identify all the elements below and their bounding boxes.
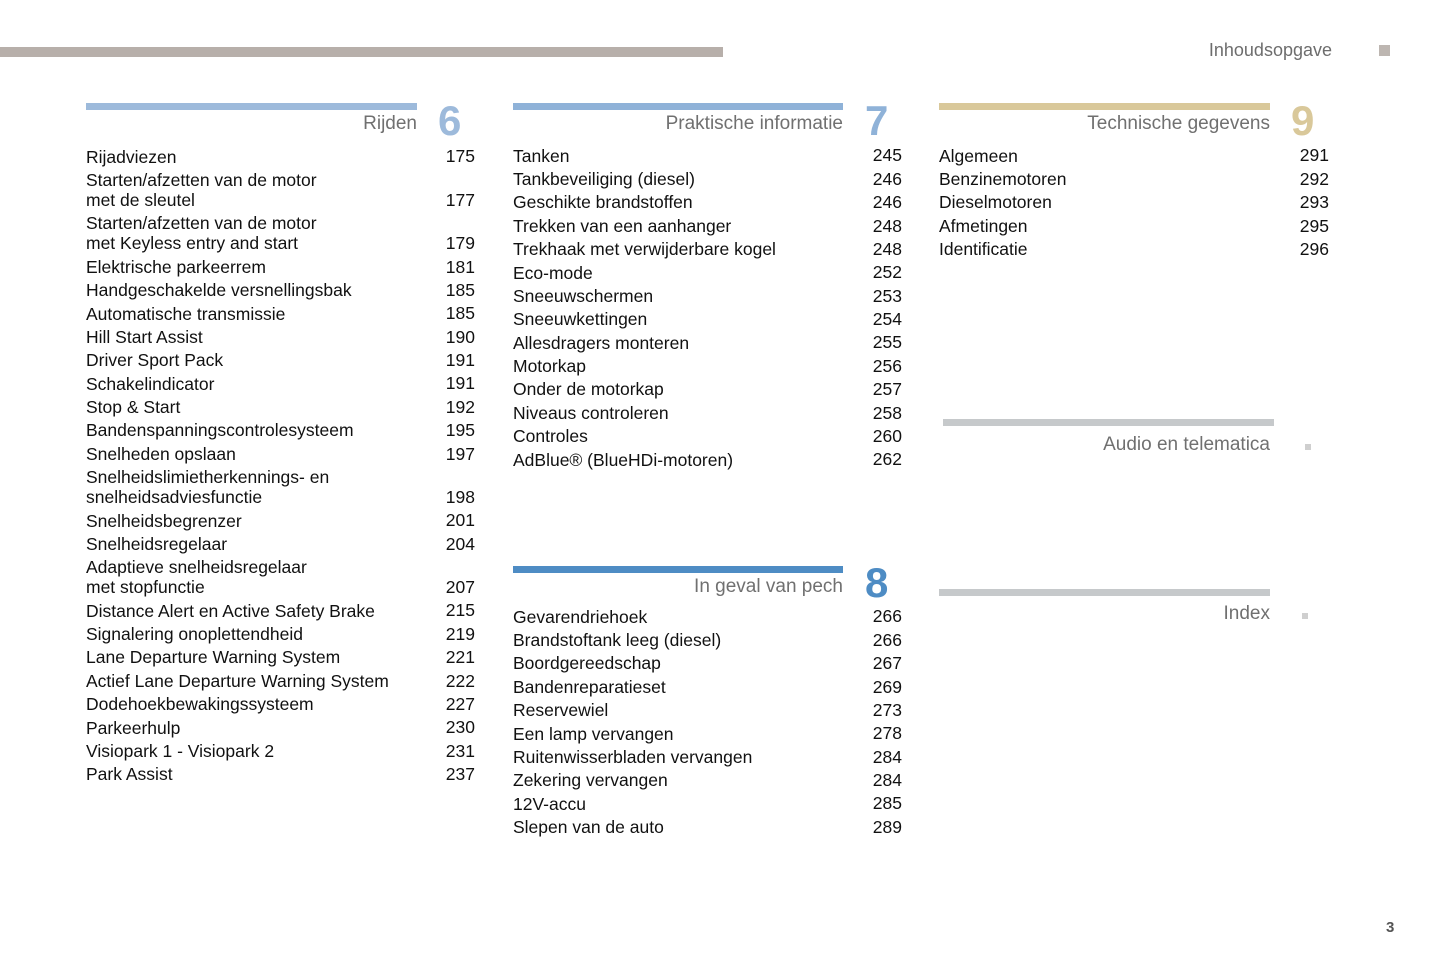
toc-entry-label: Handgeschakelde versnellingsbak — [86, 280, 352, 301]
toc-entry-page: 293 — [1299, 192, 1329, 213]
toc-entry-label: Parkeerhulp — [86, 717, 181, 738]
toc-entry[interactable] — [86, 145, 475, 168]
toc-entry-label: Trekken van een aanhanger — [513, 215, 732, 236]
toc-entry-label: Reservewiel — [513, 700, 609, 721]
toc-entry-page: 256 — [872, 355, 902, 376]
section-bar-rijden — [86, 103, 417, 110]
toc-entry-label: Dieselmotoren — [939, 192, 1052, 213]
toc-entry-page: 253 — [872, 285, 902, 306]
toc-entry-page: 191 — [445, 350, 475, 370]
toc-entry[interactable] — [86, 212, 475, 255]
toc-entry[interactable] — [513, 652, 902, 675]
toc-entry-label: AdBlue® (BlueHDi-motoren) — [513, 449, 734, 470]
toc-entry-page: 215 — [445, 600, 475, 621]
toc-entry-page: 266 — [872, 629, 902, 650]
toc-entry[interactable] — [86, 556, 475, 599]
toc-entry-label: Adaptieve snelheidsregelaar met stopfunctie — [86, 557, 307, 598]
toc-entry[interactable] — [86, 168, 475, 211]
toc-entry[interactable] — [86, 599, 475, 622]
toc-entry[interactable] — [86, 372, 475, 395]
toc-entry-page: 262 — [872, 449, 902, 470]
toc-entry-label: Onder de motorkap — [513, 379, 664, 400]
section-title-index[interactable]: Index — [1223, 603, 1270, 624]
toc-entry-page: 201 — [445, 510, 475, 531]
toc-entry-label: Actief Lane Departure Warning System — [86, 670, 389, 691]
toc-entry-page: 246 — [872, 192, 902, 213]
toc-list-rijden — [86, 145, 475, 786]
toc-entry-label: Hill Start Assist — [86, 326, 203, 347]
toc-entry-page: 255 — [872, 332, 902, 353]
toc-entry-label: Motorkap — [513, 356, 586, 377]
toc-entry-label: Stop & Start — [86, 397, 181, 418]
toc-entry-page: 257 — [872, 379, 902, 400]
toc-entry-page: 237 — [445, 764, 475, 784]
index-square-icon — [1302, 613, 1308, 619]
toc-entry-page: 175 — [445, 146, 475, 167]
toc-entry-page: 227 — [445, 693, 475, 714]
toc-entry-label: Brandstoftank leeg (diesel) — [513, 630, 722, 651]
toc-entry-page: 254 — [872, 309, 902, 329]
toc-entry[interactable] — [513, 214, 902, 237]
toc-entry[interactable] — [513, 745, 902, 768]
toc-entry-page: 207 — [445, 577, 475, 597]
toc-entry[interactable] — [86, 763, 475, 786]
toc-entry-page: 181 — [445, 256, 475, 277]
toc-entry-label: Distance Alert en Active Safety Brake — [86, 600, 375, 621]
toc-entry-page: 191 — [445, 373, 475, 394]
toc-entry-label: Controles — [513, 426, 588, 447]
toc-entry-label: Allesdragers monteren — [513, 332, 690, 353]
toc-entry-page: 185 — [445, 303, 475, 324]
toc-entry-page: 269 — [872, 676, 902, 697]
toc-entry-label: Sneeuwkettingen — [513, 309, 648, 330]
toc-entry[interactable] — [86, 669, 475, 692]
toc-entry-page: 230 — [445, 717, 475, 738]
toc-entry-label: Starten/afzetten van de motor met Keyless entry and start — [86, 213, 317, 254]
toc-entry-page: 260 — [872, 425, 902, 446]
toc-entry-label: Driver Sport Pack — [86, 350, 224, 371]
toc-entry-label: Automatische transmissie — [86, 303, 286, 324]
toc-entry-label: Bandenspanningscontrolesysteem — [86, 420, 354, 441]
toc-entry-label: Snelheidslimietherkennings- en snelheidsadviesfunctie — [86, 467, 330, 508]
toc-entry-page: 292 — [1299, 168, 1329, 189]
toc-entry[interactable] — [513, 191, 902, 214]
toc-entry[interactable] — [939, 144, 1329, 167]
toc-entry-label: Slepen van de auto — [513, 817, 664, 838]
toc-entry[interactable] — [86, 302, 475, 325]
toc-entry-label: Trekhaak met verwijderbare kogel — [513, 239, 776, 260]
toc-entry[interactable] — [513, 815, 902, 838]
toc-entry-label: Park Assist — [86, 764, 173, 785]
toc-entry-page: 192 — [445, 396, 475, 417]
toc-entry[interactable] — [513, 331, 902, 354]
toc-entry-label: Algemeen — [939, 145, 1018, 166]
toc-entry-page: 198 — [445, 486, 475, 507]
toc-entry[interactable] — [86, 646, 475, 669]
section-number-rijden: 6 — [438, 97, 462, 144]
top-decorative-bar — [0, 47, 723, 57]
toc-entry[interactable] — [513, 448, 902, 471]
toc-entry[interactable] — [513, 675, 902, 698]
toc-entry-page: 221 — [445, 647, 475, 668]
toc-entry-page: 195 — [445, 420, 475, 441]
toc-entry[interactable] — [86, 279, 475, 302]
toc-entry-label: Identificatie — [939, 239, 1028, 260]
toc-entry-page: 190 — [445, 326, 475, 347]
toc-entry-page: 222 — [445, 670, 475, 691]
toc-entry-label: Lane Departure Warning System — [86, 647, 341, 668]
section-bar-praktisch — [513, 103, 843, 110]
toc-entry-page: 197 — [445, 443, 475, 464]
toc-entry[interactable] — [86, 442, 475, 465]
toc-entry-page: 266 — [872, 606, 902, 627]
section-bar-technisch — [939, 103, 1270, 110]
toc-entry-label: Signalering onoplettendheid — [86, 624, 303, 645]
section-title-pech[interactable]: In geval van pech — [694, 576, 843, 597]
toc-entry-page: 248 — [872, 215, 902, 236]
toc-entry-label: Starten/afzetten van de motor met de sleutel — [86, 170, 317, 211]
toc-entry-page: 273 — [872, 699, 902, 720]
toc-entry-page: 296 — [1299, 238, 1329, 259]
toc-entry-label: Bandenreparatieset — [513, 676, 666, 697]
toc-entry-label: Een lamp vervangen — [513, 723, 674, 744]
toc-entry-label: Zekering vervangen — [513, 770, 668, 791]
toc-entry-label: Rijadviezen — [86, 146, 177, 167]
toc-entry[interactable] — [513, 605, 902, 628]
toc-entry-label: Tankbeveiliging (diesel) — [513, 169, 695, 190]
toc-entry-label: Boordgereedschap — [513, 653, 661, 674]
toc-entry[interactable] — [86, 739, 475, 762]
toc-entry[interactable] — [513, 261, 902, 284]
toc-entry[interactable] — [513, 699, 902, 722]
toc-entry[interactable] — [513, 354, 902, 377]
toc-entry[interactable] — [513, 378, 902, 401]
audio-square-icon — [1305, 444, 1311, 450]
toc-entry-label: Eco-mode — [513, 262, 593, 283]
toc-list-pech — [513, 605, 902, 839]
toc-entry-page: 219 — [445, 623, 475, 644]
toc-entry-page: 267 — [872, 653, 902, 674]
toc-entry-label: Geschikte brandstoffen — [513, 192, 693, 213]
toc-entry[interactable] — [513, 167, 902, 190]
toc-entry-label: Visiopark 1 - Visiopark 2 — [86, 740, 275, 761]
toc-entry[interactable] — [513, 425, 902, 448]
toc-entry[interactable] — [939, 238, 1329, 261]
section-number-technisch: 9 — [1291, 97, 1315, 144]
toc-entry[interactable] — [513, 238, 902, 261]
section-title-praktisch[interactable]: Praktische informatie — [665, 113, 843, 134]
toc-entry[interactable] — [86, 532, 475, 555]
toc-entry-label: Afmetingen — [939, 215, 1028, 236]
section-bar-index — [939, 589, 1270, 596]
toc-entry-page: 284 — [872, 746, 902, 767]
toc-entry[interactable] — [513, 722, 902, 745]
toc-entry[interactable] — [86, 395, 475, 418]
toc-entry[interactable] — [513, 628, 902, 651]
toc-entry-page: 291 — [1299, 145, 1329, 166]
toc-entry-page: 246 — [872, 168, 902, 189]
toc-entry[interactable] — [86, 419, 475, 442]
section-bar-audio — [943, 419, 1274, 426]
toc-entry-page: 258 — [872, 402, 902, 423]
page-header-title: Inhoudsopgave — [1208, 40, 1332, 60]
toc-entry-page: 204 — [445, 533, 475, 554]
section-number-pech: 8 — [865, 559, 889, 606]
toc-entry[interactable] — [939, 167, 1329, 190]
toc-entry-page: 278 — [872, 723, 902, 744]
toc-entry[interactable] — [86, 466, 475, 509]
toc-entry-label: Elektrische parkeerrem — [86, 256, 266, 277]
toc-entry[interactable] — [86, 349, 475, 372]
toc-entry-page: 231 — [445, 740, 475, 761]
section-bar-pech — [513, 566, 843, 573]
toc-entry[interactable] — [513, 792, 902, 815]
toc-entry-page: 248 — [872, 238, 902, 259]
page-number: 3 — [1386, 919, 1395, 936]
toc-entry-page: 185 — [445, 279, 475, 300]
toc-entry[interactable] — [939, 214, 1329, 237]
toc-entry[interactable] — [86, 509, 475, 532]
toc-entry[interactable] — [86, 716, 475, 739]
section-title-technisch[interactable]: Technische gegevens — [1087, 113, 1270, 134]
toc-entry[interactable] — [513, 144, 902, 167]
toc-entry[interactable] — [86, 255, 475, 278]
toc-entry[interactable] — [513, 401, 902, 424]
toc-entry[interactable] — [939, 191, 1329, 214]
toc-entry-label: Schakelindicator — [86, 373, 215, 394]
toc-entry-label: Tanken — [513, 145, 570, 166]
toc-entry-label: Benzinemotoren — [939, 169, 1067, 190]
section-title-audio[interactable]: Audio en telematica — [1103, 434, 1270, 455]
toc-entry-label: Sneeuwschermen — [513, 285, 654, 306]
toc-entry-label: Niveaus controleren — [513, 402, 669, 423]
toc-entry-label: Snelheidsregelaar — [86, 533, 228, 554]
toc-entry-label: Ruitenwisserbladen vervangen — [513, 746, 753, 767]
toc-entry-label: Gevarendriehoek — [513, 606, 648, 627]
toc-entry-page: 252 — [872, 262, 902, 283]
toc-entry[interactable] — [513, 769, 902, 792]
toc-entry-label: Snelheidsbegrenzer — [86, 510, 242, 531]
toc-entry-page: 285 — [872, 793, 902, 814]
header-square-icon — [1379, 45, 1390, 56]
section-title-rijden[interactable]: Rijden — [363, 113, 417, 134]
toc-entry-page: 295 — [1299, 215, 1329, 236]
toc-entry-page: 289 — [872, 816, 902, 837]
section-number-praktisch: 7 — [865, 97, 889, 144]
toc-list-praktisch — [513, 144, 902, 471]
toc-entry[interactable] — [513, 308, 902, 331]
toc-entry[interactable] — [86, 622, 475, 645]
toc-entry-page: 179 — [445, 233, 475, 254]
toc-entry[interactable] — [513, 284, 902, 307]
toc-entry-page: 284 — [872, 770, 902, 790]
toc-entry-page: 177 — [445, 189, 475, 210]
toc-entry-label: Dodehoekbewakingssysteem — [86, 694, 314, 715]
toc-entry-label: 12V-accu — [513, 793, 586, 814]
toc-entry[interactable] — [86, 325, 475, 348]
toc-entry-label: Snelheden opslaan — [86, 443, 236, 464]
toc-entry-page: 245 — [872, 145, 902, 166]
toc-entry[interactable] — [86, 693, 475, 716]
toc-list-technisch — [939, 144, 1329, 261]
